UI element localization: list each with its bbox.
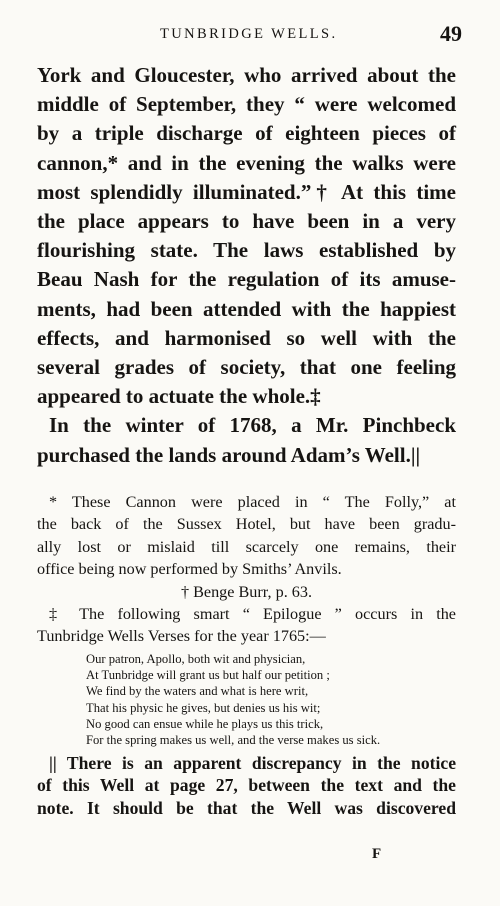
footnote-dagger: † Benge Burr, p. 63. bbox=[180, 582, 313, 601]
footnote-line: the back of the Sussex Hotel, but have been gradu- bbox=[37, 515, 456, 534]
running-title: TUNBRIDGE WELLS. bbox=[160, 26, 338, 42]
text-line: York and Gloucester, who arrived about the bbox=[37, 63, 456, 87]
verse-line: We find by the waters and what is here writ, bbox=[86, 684, 309, 699]
text-line: cannon,* and in the evening the walks were bbox=[37, 150, 456, 175]
footnote-parallel bbox=[37, 752, 456, 820]
main-text bbox=[37, 61, 456, 470]
text-line: In the winter of 1768, a Mr. Pinchbeck bbox=[49, 413, 456, 438]
text-line: most splendidly illuminated.”† At this time bbox=[37, 179, 456, 204]
footnote-line: note. It should be that the Well was discovered bbox=[37, 797, 456, 818]
verse-line: Our patron, Apollo, both wit and physician, bbox=[86, 651, 306, 666]
signature-mark: F bbox=[372, 846, 382, 862]
text-line: effects, and harmonised so well with the bbox=[37, 325, 456, 350]
text-line: ments, had been attended with the happiest bbox=[37, 296, 456, 321]
text-line: by a triple discharge of eighteen pieces of bbox=[37, 121, 456, 146]
footnote-line: * These Cannon were placed in “ The Folly,” at bbox=[49, 493, 456, 511]
verse-line: That his physic he gives, but denies us his wit; bbox=[86, 700, 321, 715]
text-line: purchased the lands around Adam’s Well.|| bbox=[37, 442, 421, 467]
footnote-line: office being now performed by Smiths’ Anvils. bbox=[37, 560, 342, 579]
footnotes bbox=[37, 491, 456, 819]
footnote-line: ally lost or mislaid till scarcely one remains, their bbox=[37, 537, 456, 556]
footnote-line: || There is an apparent discrepancy in the notice bbox=[49, 752, 456, 773]
text-line: middle of September, they “ were welcomed bbox=[37, 92, 456, 117]
text-line: appeared to actuate the whole.‡ bbox=[37, 384, 321, 409]
epilogue-verse bbox=[86, 651, 456, 749]
verse-line: At Tunbridge will grant us but half our petition ; bbox=[86, 668, 330, 683]
running-header bbox=[36, 21, 462, 48]
text-line: several grades of society, that one feeling bbox=[37, 355, 456, 380]
verse-line: No good can ensue while he plays us this trick, bbox=[86, 717, 324, 732]
footnote-double-dagger bbox=[37, 603, 456, 648]
verse-line: For the spring makes us well, and the verse makes us sick. bbox=[86, 733, 381, 748]
text-line: flourishing state. The laws established by bbox=[37, 238, 456, 263]
text-line: Beau Nash for the regulation of its amuse- bbox=[37, 267, 456, 292]
page-number: 49 bbox=[440, 21, 462, 46]
text-line: the place appears to have been in a very bbox=[37, 209, 456, 234]
footnote-line: ‡ The following smart “ Epilogue ” occurs in the bbox=[49, 605, 456, 624]
footnote-line: of this Well at page 27, between the text and the bbox=[37, 775, 456, 796]
footnote-line: Tunbridge Wells Verses for the year 1765:— bbox=[37, 627, 326, 646]
footnote-star bbox=[37, 491, 456, 581]
